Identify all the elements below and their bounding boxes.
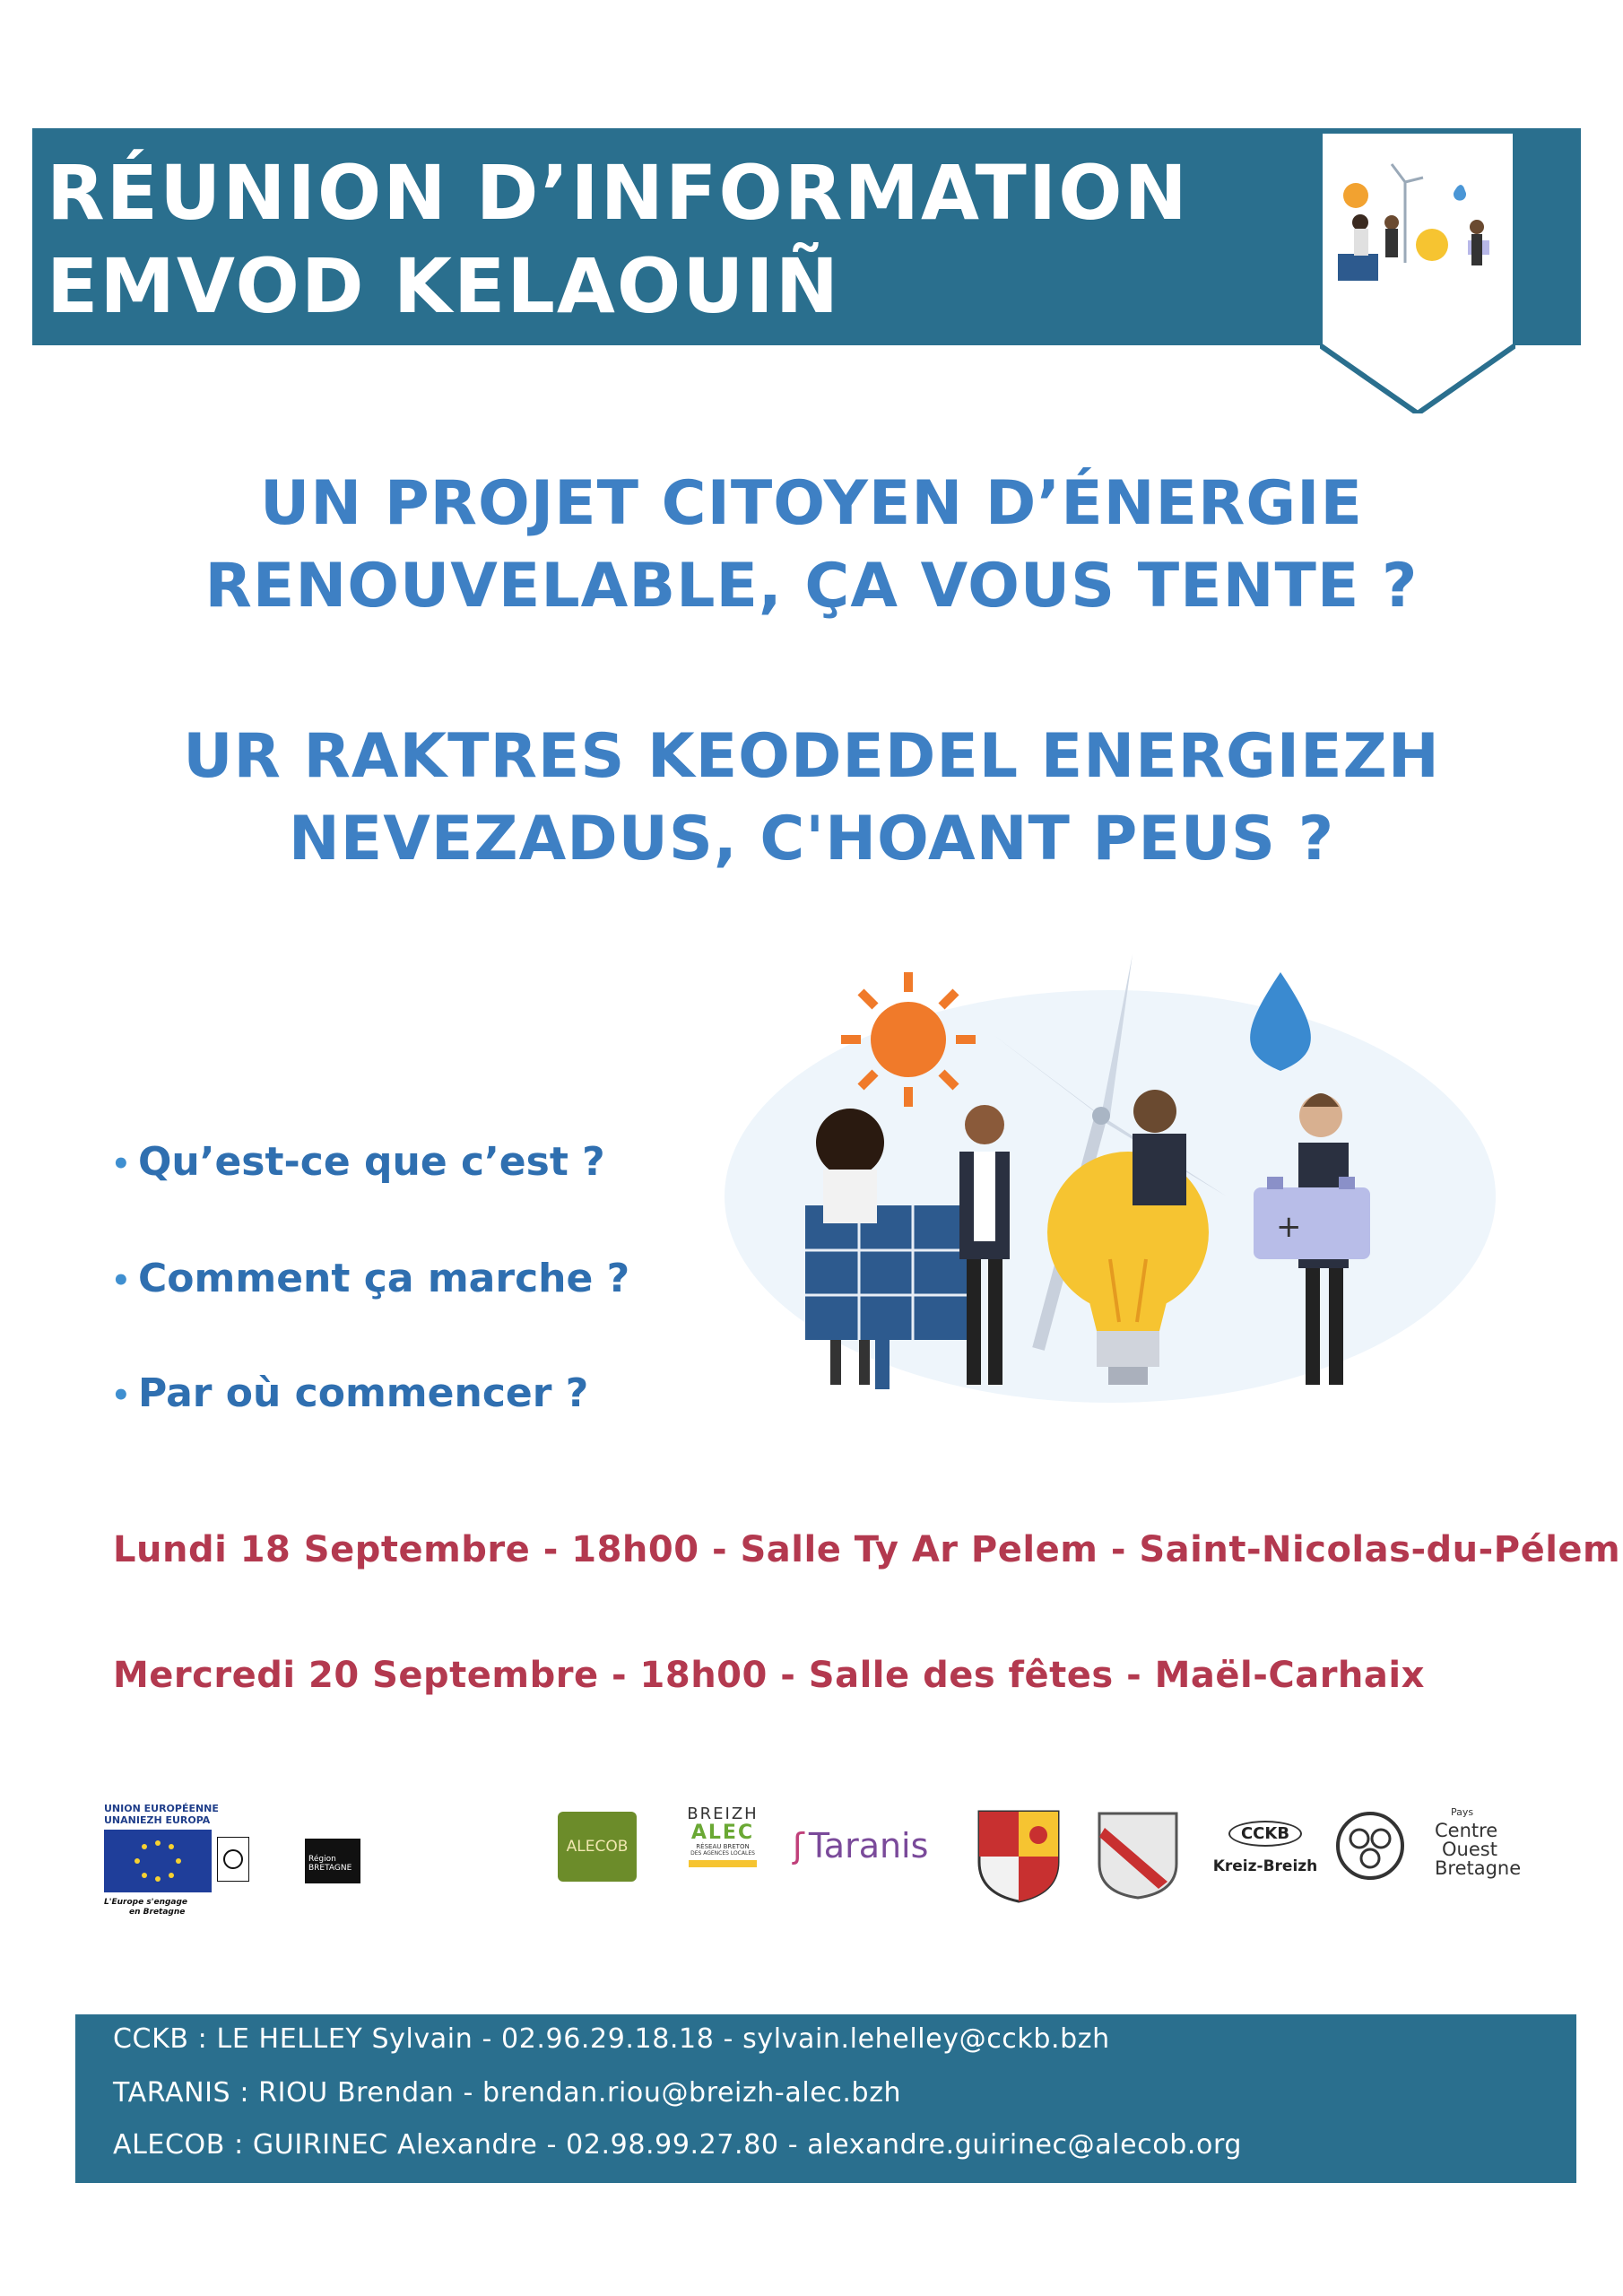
alecob-logo: ALECOB [558,1812,637,1882]
renewable-energy-illustration [725,936,1496,1421]
coat-of-arms-2-icon [1096,1810,1180,1900]
event-line-1: Lundi 18 Septembre - 18h00 - Salle Ty Ar Pelem - Saint-Nicolas-du-Pélem [113,1529,1621,1570]
triskell-icon [1332,1808,1408,1883]
region-bretagne-logo: Région BRETAGNE [305,1839,360,1883]
title-line-2: EMVOD KELAOUIÑ [47,242,841,330]
title-line-1: RÉUNION D’INFORMATION [47,149,1189,237]
contact-line-cckb: CCKB : LE HELLEY Sylvain - 02.96.29.18.18 - sylvain.lehelley@cckb.bzh [113,2023,1110,2055]
headline-fr-line-2: RENOUVELABLE, ÇA VOUS TENTE ? [204,551,1419,622]
eu-flag-icon [104,1830,212,1892]
event-line-2: Mercredi 20 Septembre - 18h00 - Salle des fêtes - Maël-Carhaix [113,1655,1425,1696]
taranis-logo: ʃ Taranis [793,1826,929,1866]
coat-of-arms-1-icon [976,1808,1062,1903]
contact-band [75,2014,1576,2183]
taranis-flame-icon: ʃ [793,1826,804,1866]
header-badge-icon [1320,128,1515,413]
list-item: • Qu’est-ce que c’est ? [111,1139,605,1185]
leader-logo-icon [217,1837,249,1882]
eu-logo: UNION EUROPÉENNE UNANIEZH EUROPA L'Europe s'engage en Bretagne Région BRETAGNE [104,1803,373,1928]
water-drop-icon [1250,972,1311,1071]
contact-line-alecob: ALECOB : GUIRINEC Alexandre - 02.98.99.27.80 - alexandre.guirinec@alecob.org [113,2129,1243,2161]
list-item: • Comment ça marche ? [111,1256,630,1301]
contact-line-taranis: TARANIS : RIOU Brendan - brendan.riou@breizh-alec.bzh [113,2077,902,2109]
list-item: • Par où commencer ? [111,1370,589,1416]
headline-br-line-1: UR RAKTRES KEODEDEL ENERGIEZH [183,721,1440,792]
pays-cob-logo: Pays Centre Ouest Bretagne [1332,1803,1503,1910]
breizh-alec-logo: BREIZH ALEC RÉSEAU BRETON DES AGENCES LOCALES [680,1805,766,1894]
battery-icon [1254,1177,1370,1259]
headline-fr-line-1: UN PROJET CITOYEN D’ÉNERGIE [260,468,1363,539]
svg-text:+: + [1276,1209,1302,1245]
cckb-logo: CCKB Kreiz-Breizh [1207,1821,1324,1910]
partner-logos [0,1785,1623,1928]
headline-br-line-2: NEVEZADUS, C'HOANT PEUS ? [288,804,1335,874]
